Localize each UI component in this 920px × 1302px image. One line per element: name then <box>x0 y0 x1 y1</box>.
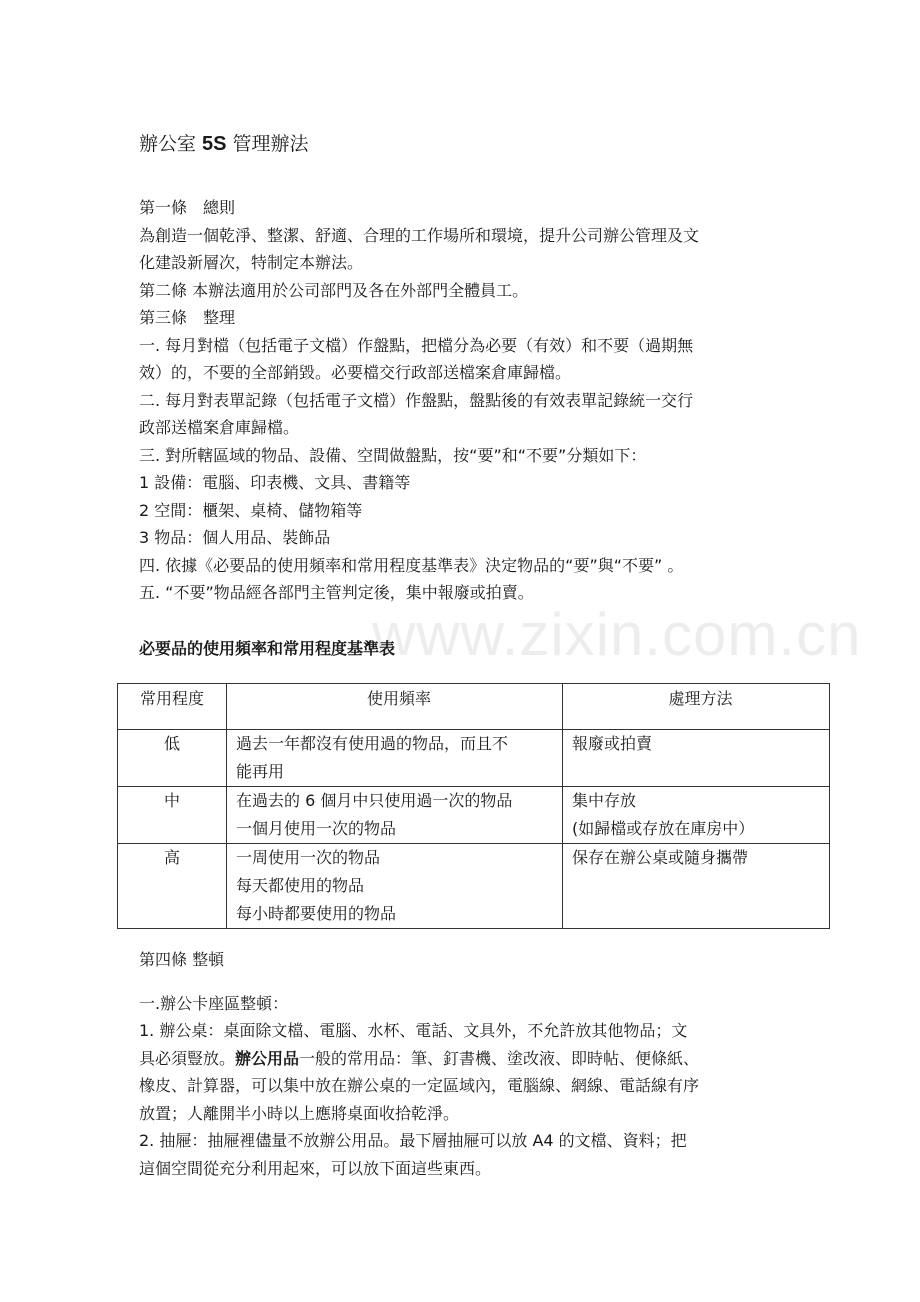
item-2-line: 2. 抽屜：抽屜裡儘量不放辦公用品。最下層抽屜可以放 A4 的文檔、資料；把 <box>139 1131 687 1150</box>
cell-line: (如歸檔或存放在庫房中） <box>572 819 755 838</box>
document-title <box>139 130 309 158</box>
list-item: 2 空間：櫃架、桌椅、儲物箱等 <box>139 500 363 520</box>
cell-line: 報廢或拍賣 <box>572 734 653 753</box>
header-frequency: 使用頻率 <box>227 684 563 730</box>
article-1-text-line: 為創造一個乾淨、整潔、舒適、合理的工作場所和環境，提升公司辦公管理及文 <box>139 225 700 245</box>
intro-section <box>139 194 799 607</box>
frequency-cell <box>227 844 563 929</box>
clause-text-line: 二. 每月對表單記錄（包括電子文檔）作盤點，盤點後的有效表單記錄統一交行 <box>139 390 694 410</box>
action-cell <box>563 730 830 787</box>
cell-line: 在過去的 6 個月中只使用過一次的物品 <box>236 791 513 810</box>
item-1-line: 1. 辦公桌：桌面除文檔、電腦、水杯、電話、文具外，不允許放其他物品；文 <box>139 1021 688 1040</box>
level-cell: 中 <box>118 787 227 844</box>
clause-text-line: 三. 對所轄區域的物品、設備、空間做盤點，按“要”和“不要”分類如下： <box>139 445 647 465</box>
cell-line: 一個月使用一次的物品 <box>236 819 397 838</box>
item-2-line: 這個空間從充分利用起來，可以放下面這些東西。 <box>139 1158 492 1178</box>
cell-line: 保存在辦公桌或隨身攜帶 <box>572 848 749 867</box>
title-prefix: 辦公室 <box>139 133 203 155</box>
spacer <box>139 974 799 990</box>
clause-text-line: 一. 每月對檔（包括電子文檔）作盤點，把檔分為必要（有效）和不要（過期無 <box>139 335 694 355</box>
cell-line: 一周使用一次的物品 <box>236 848 381 867</box>
level-cell: 低 <box>118 730 227 787</box>
clause-text-line: 效）的，不要的全部銷毀。必要檔交行政部送檔案倉庫歸檔。 <box>139 363 572 382</box>
text-run: 一般的常用品：筆、釘書機、塗改液、即時帖、便條紙、 <box>299 1048 700 1068</box>
article-1-heading: 第一條 總則 <box>139 198 236 217</box>
sub-heading: 一.辦公卡座區整頓： <box>139 993 289 1013</box>
title-suffix: 管理辦法 <box>226 133 309 155</box>
header-level: 常用程度 <box>118 684 227 730</box>
watermark: www.zixin.com.cn <box>372 601 862 668</box>
cell-line: 集中存放 <box>572 791 637 810</box>
table-row <box>118 787 830 844</box>
bold-term: 辦公用品 <box>235 1048 300 1068</box>
frequency-cell <box>227 787 563 844</box>
item-1-line <box>139 1045 799 1073</box>
frequency-cell <box>227 730 563 787</box>
action-cell <box>563 787 830 844</box>
article-4-section <box>139 946 799 1182</box>
level-cell: 高 <box>118 844 227 929</box>
clause-text-line: 政部送檔案倉庫歸檔。 <box>139 418 300 437</box>
item-1-line: 橡皮、計算器，可以集中放在辦公桌的一定區域內，電腦線、網線、電話線有序 <box>139 1076 700 1095</box>
table-header-row <box>118 684 830 730</box>
clause-text-line: 四. 依據《必要品的使用頻率和常用程度基準表》決定物品的“要”與“不要” 。 <box>139 555 684 575</box>
article-3-heading: 第三條 整理 <box>139 308 236 327</box>
cell-line: 能再用 <box>236 762 285 781</box>
text-run: 具必須豎放。 <box>139 1048 236 1068</box>
table-row <box>118 844 830 929</box>
item-1-line: 放置；人離開半小時以上應將桌面收拾乾淨。 <box>139 1103 460 1123</box>
article-2-text: 第二條 本辦法適用於公司部門及各在外部門全體員工。 <box>139 280 529 300</box>
list-item: 1 設備：電腦、印表機、文具、書籍等 <box>139 473 411 492</box>
article-4-heading: 第四條 整頓 <box>139 950 225 969</box>
article-1-text-line: 化建設新層次，特制定本辦法。 <box>139 253 364 272</box>
action-cell <box>563 844 830 929</box>
clause-text-line: 五. “不要”物品經各部門主管判定後，集中報廢或拍賣。 <box>139 583 534 602</box>
cell-line: 每天都使用的物品 <box>236 876 365 895</box>
table-row <box>118 730 830 787</box>
title-5s: 5S <box>202 133 227 155</box>
list-item: 3 物品：個人用品、裝飾品 <box>139 528 331 547</box>
header-action: 處理方法 <box>563 684 830 730</box>
cell-line: 過去一年都沒有使用過的物品，而且不 <box>236 734 509 753</box>
table-title: 必要品的使用頻率和常用程度基準表 <box>139 639 396 658</box>
frequency-table <box>117 683 830 929</box>
cell-line: 每小時都要使用的物品 <box>236 904 397 923</box>
